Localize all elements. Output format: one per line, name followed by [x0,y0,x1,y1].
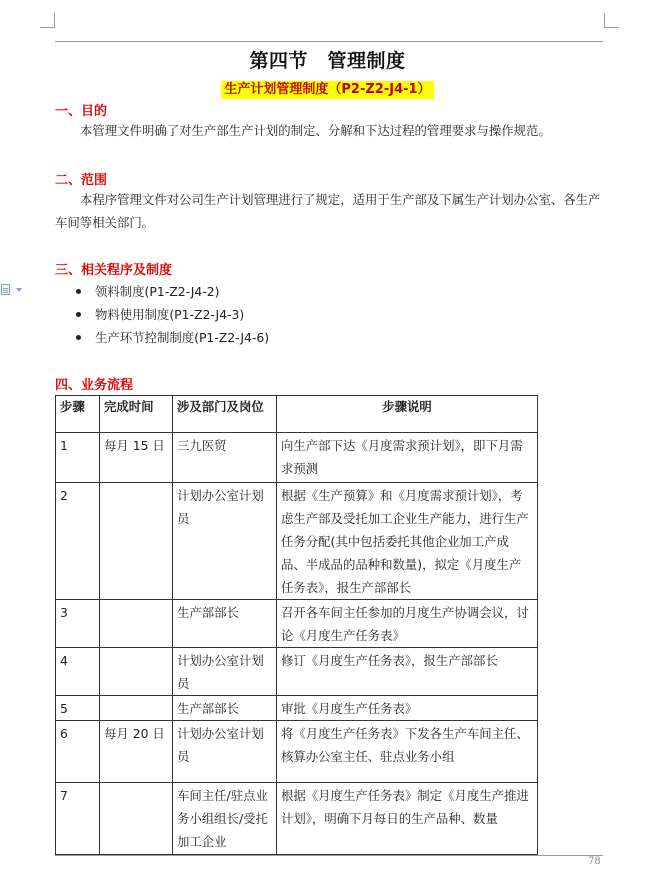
chevron-down-icon[interactable] [16,288,22,292]
cell-time [100,600,173,648]
column-header-time: 完成时间 [100,396,173,433]
crop-mark-top-right [604,13,619,28]
cell-step: 1 [56,433,100,483]
cell-dept: 生产部部长 [173,696,277,721]
table-header-row [56,396,538,433]
cell-step: 2 [56,483,100,600]
page-number: 78 [588,856,601,867]
cell-time [100,483,173,600]
bullet-icon [76,312,81,317]
cell-desc: 审批《月度生产任务表》 [277,696,538,721]
cell-time [100,648,173,696]
table-row [56,600,538,648]
cell-time: 每月 20 日 [100,721,173,783]
workflow-table [55,395,538,855]
section-heading-purpose: 一、目的 [55,104,108,119]
document-subtitle: 生产计划管理制度（P2-Z2-J4-1） [221,81,433,99]
crop-mark-top-left [40,13,55,28]
section-heading-scope: 二、范围 [55,173,108,188]
column-header-step: 步骤 [56,396,100,433]
related-procedures-list [55,280,269,349]
table-row [56,433,538,483]
section-text-purpose [55,119,607,142]
cell-desc: 根据《生产预算》和《月度需求预计划》，考虑生产部及受托加工企业生产能力，进行生产任务分配(其中包括委托其他企业加工产成品、半成品的品种和数量)，拟定《月度生产任务表》，报生产部部长 [277,483,538,600]
cell-dept: 三九医贸 [173,433,277,483]
column-header-desc: 步骤说明 [277,396,538,433]
cell-desc: 根据《月度生产任务表》制定《月度生产推进计划》，明确下月每日的生产品种、数量 [277,783,538,855]
cell-step: 4 [56,648,100,696]
scope-text: 本程序管理文件对公司生产计划管理进行了规定，适用于生产部及下属生产计划办公室、各生产车间等相关部门。 [55,192,601,230]
header-rule [55,41,603,42]
cell-dept: 计划办公室计划员 [173,721,277,783]
cell-step: 3 [56,600,100,648]
column-header-dept: 涉及部门及岗位 [173,396,277,433]
page-title: 第四节 管理制度 [249,50,406,72]
cell-dept: 计划办公室计划员 [173,483,277,600]
cell-desc: 向生产部下达《月度需求预计划》，即下月需求预测 [277,433,538,483]
list-item: 物料使用制度(P1-Z2-J4-3) [55,303,269,326]
bullet-icon [76,335,81,340]
table-row [56,696,538,721]
table-row [56,721,538,783]
table-row [56,483,538,600]
footer-rule [55,855,603,856]
cell-dept: 生产部部长 [173,600,277,648]
table-row [56,783,538,855]
list-item: 领料制度(P1-Z2-J4-2) [55,280,269,303]
section-text-scope [55,188,607,234]
bullet-icon [76,289,81,294]
cell-step: 7 [56,783,100,855]
section-heading-workflow: 四、业务流程 [55,378,134,393]
subtitle-container [0,78,655,99]
cell-desc: 修订《月度生产任务表》，报生产部部长 [277,648,538,696]
document-icon[interactable] [1,284,10,295]
cell-time [100,696,173,721]
section-heading-related: 三、相关程序及制度 [55,263,173,278]
cell-time [100,783,173,855]
cell-time: 每月 15 日 [100,433,173,483]
cell-desc: 召开各车间主任参加的月度生产协调会议，讨论《月度生产任务表》 [277,600,538,648]
purpose-text: 本管理文件明确了对生产部生产计划的制定、分解和下达过程的管理要求与操作规范。 [80,123,551,138]
cell-dept: 计划办公室计划员 [173,648,277,696]
cell-step: 5 [56,696,100,721]
list-item: 生产环节控制制度(P1-Z2-J4-6) [55,326,269,349]
cell-desc: 将《月度生产任务表》下发各生产车间主任、核算办公室主任、驻点业务小组 [277,721,538,783]
cell-dept: 车间主任/驻点业务小组组长/受托加工企业 [173,783,277,855]
table-row [56,648,538,696]
cell-step: 6 [56,721,100,783]
